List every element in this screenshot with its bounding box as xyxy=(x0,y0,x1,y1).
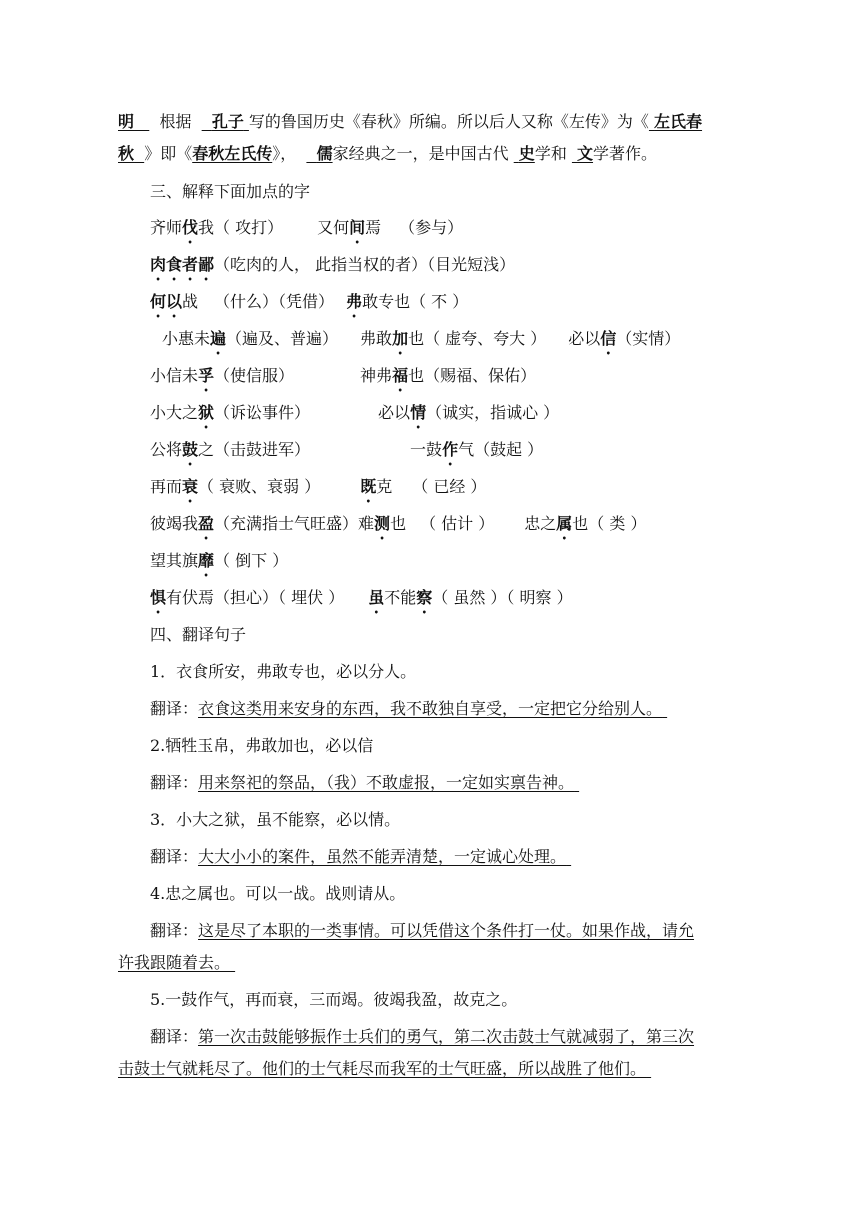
dotted-char: 信 xyxy=(600,329,617,348)
static-text: 小大之 xyxy=(150,403,199,422)
static-text: 彼竭我 xyxy=(150,514,199,533)
translation-text: 许我跟随着去。 xyxy=(118,953,231,972)
static-text: 又何 xyxy=(317,218,350,237)
gloss-text: 也（ 虚夸、夸大 ） xyxy=(408,329,547,348)
gloss-row xyxy=(150,475,742,506)
static-text: 齐师 xyxy=(150,218,183,237)
gloss-text: （遍及、普遍） xyxy=(226,329,339,348)
gloss-row xyxy=(150,586,742,617)
translation-line xyxy=(150,845,742,869)
static-text: 》即《 xyxy=(144,144,193,163)
static-text: 焉 xyxy=(365,218,382,237)
static-text: 克 xyxy=(376,477,393,496)
gloss-text: （吃肉的人， 此指当权的者）（目光短浅） xyxy=(214,255,516,274)
translation-text: 衣食这类用来安身的东西，我不敢独自享受，一定把它分给别人。 xyxy=(198,699,663,718)
static-text: 必以 xyxy=(378,403,411,422)
source-sentence: 2.牺牲玉帛，弗敢加也，必以信 xyxy=(150,736,374,755)
gloss-text: （充满指士气旺盛）难 xyxy=(214,514,375,533)
dotted-char: 既 xyxy=(360,477,377,496)
gloss-row xyxy=(162,327,742,358)
dotted-char: 衰 xyxy=(182,477,199,496)
translation-line xyxy=(150,697,742,721)
fill-blank: 明 xyxy=(118,112,135,131)
static-text: 写的鲁国历史《春秋》所编。所以后人又称《左传》为《 xyxy=(248,112,649,131)
dotted-char: 属 xyxy=(556,514,573,533)
dotted-char: 察 xyxy=(416,588,433,607)
gloss-text: 敢专也（ 不 ） xyxy=(362,292,469,311)
static-text: 必以 xyxy=(568,329,601,348)
static-text: 望其旗 xyxy=(150,551,199,570)
static-text: 》， xyxy=(272,144,297,163)
gloss-text: （ 已经 ） xyxy=(412,477,487,496)
static-text: 小惠未 xyxy=(162,329,211,348)
dotted-char: 鼓 xyxy=(182,440,199,459)
gloss-row xyxy=(150,512,742,543)
gloss-text: 气（鼓起 ） xyxy=(458,440,544,459)
dotted-char: 伐 xyxy=(182,218,199,237)
translation-line xyxy=(150,919,742,943)
fill-blank: 春秋左氏传 xyxy=(192,144,273,163)
dotted-char: 加 xyxy=(392,329,409,348)
gloss-row xyxy=(150,290,742,321)
gloss-text: 有伏焉（担心）（ 埋伏 ） xyxy=(166,588,345,607)
static-text: 学和 xyxy=(534,144,567,163)
static-text: 弗敢 xyxy=(360,329,393,348)
dotted-char: 惧 xyxy=(150,588,167,607)
gloss-text: 之（击鼓进军） xyxy=(198,440,311,459)
gloss-text: （ 衰败、衰弱 ） xyxy=(198,477,321,496)
source-sentence: 3．小大之狱，虽不能察，必以情。 xyxy=(150,810,401,829)
dotted-char: 盈 xyxy=(198,514,215,533)
gloss-text: 也（赐福、保佑） xyxy=(408,366,537,385)
fill-blank: 文 xyxy=(577,144,594,163)
translation-line xyxy=(150,771,742,795)
static-text: 神弗 xyxy=(360,366,393,385)
fill-blank: 孔子 xyxy=(211,112,244,131)
dotted-char: 遍 xyxy=(210,329,227,348)
gloss-row xyxy=(150,549,742,580)
translation-label: 翻译： xyxy=(150,1027,199,1046)
gloss-text: （使信服） xyxy=(214,366,295,385)
static-text: 公将 xyxy=(150,440,183,459)
gloss-row xyxy=(150,253,742,284)
dotted-char: 福 xyxy=(392,366,409,385)
gloss-row xyxy=(150,438,742,469)
intro-line-2 xyxy=(118,142,742,166)
fill-blank: 史 xyxy=(518,144,535,163)
source-sentence: 4.忠之属也。可以一战。战则请从。 xyxy=(150,884,406,903)
translation-text: 击鼓士气就耗尽了。他们的士气耗尽而我军的士气旺盛，所以战胜了他们。 xyxy=(118,1059,647,1078)
source-sentence: 1．衣食所安，弗敢专也，必以分人。 xyxy=(150,662,417,681)
gloss-text: （参与） xyxy=(399,218,464,237)
translation-label: 翻译： xyxy=(150,773,199,792)
static-text: 再而 xyxy=(150,477,183,496)
translation-text: 第一次击鼓能够振作士兵们的勇气，第二次击鼓士气就减弱了，第三次 xyxy=(198,1027,695,1046)
gloss-text: （实情） xyxy=(616,329,681,348)
gloss-row xyxy=(150,364,742,395)
fill-blank: 左氏春 xyxy=(654,112,703,131)
gloss-text: （诉讼事件） xyxy=(214,403,311,422)
section-heading: 三、解释下面加点的字 xyxy=(150,182,311,201)
static-text: 小信未 xyxy=(150,366,199,385)
section-heading: 四、翻译句子 xyxy=(150,625,247,644)
fill-blank: 儒 xyxy=(316,144,333,163)
gloss-text: （ 估计 ） xyxy=(420,514,495,533)
gloss-text: （ 虽然 ）（ 明察 ） xyxy=(432,588,573,607)
gloss-row xyxy=(150,401,742,432)
gloss-text: 我（ 攻打） xyxy=(198,218,284,237)
translation-line-cont xyxy=(118,1057,742,1081)
dotted-char: 测 xyxy=(374,514,391,533)
dotted-char: 间 xyxy=(349,218,366,237)
gloss-text: （什么）（凭借） xyxy=(214,292,335,311)
dotted-char: 虽 xyxy=(368,588,385,607)
dotted-char: 狱 xyxy=(198,403,215,422)
gloss-text: （诚实，指诚心 ） xyxy=(426,403,560,422)
dotted-char: 作 xyxy=(442,440,459,459)
gloss-text: （ 倒下 ） xyxy=(214,551,289,570)
static-text: 战 xyxy=(182,292,199,311)
translation-line-cont xyxy=(118,951,742,975)
static-text: 忠之 xyxy=(524,514,557,533)
gloss-row xyxy=(150,216,742,247)
translation-label: 翻译： xyxy=(150,699,199,718)
static-text: 不能 xyxy=(384,588,417,607)
intro-line-1 xyxy=(118,110,742,134)
dotted-char: 肉食者鄙 xyxy=(150,255,215,274)
static-text: 一鼓 xyxy=(410,440,443,459)
dotted-char: 何以 xyxy=(150,292,183,311)
dotted-char: 弗 xyxy=(346,292,363,311)
static-text: 家经典之一，是中国古代 xyxy=(332,144,509,163)
source-sentence: 5.一鼓作气，再而衰，三而竭。彼竭我盈，故克之。 xyxy=(150,990,518,1009)
translation-text: 大大小小的案件，虽然不能弄清楚，一定诚心处理。 xyxy=(198,847,567,866)
dotted-char: 靡 xyxy=(198,551,215,570)
translation-text: 这是尽了本职的一类事情。可以凭借这个条件打一仗。如果作战，请允 xyxy=(198,921,695,940)
translation-label: 翻译： xyxy=(150,847,199,866)
static-text: 学著作。 xyxy=(593,144,658,163)
dotted-char: 情 xyxy=(410,403,427,422)
translation-line xyxy=(150,1025,742,1049)
gloss-text: 也（ 类 ） xyxy=(572,514,647,533)
translation-label: 翻译： xyxy=(150,921,199,940)
static-text: 也 xyxy=(390,514,407,533)
dotted-char: 孚 xyxy=(198,366,215,385)
fill-blank: 秋 xyxy=(118,144,135,163)
translation-text: 用来祭祀的祭品，（我）不敢虚报，一定如实禀告神。 xyxy=(198,773,575,792)
static-text: 根据 xyxy=(159,112,192,131)
